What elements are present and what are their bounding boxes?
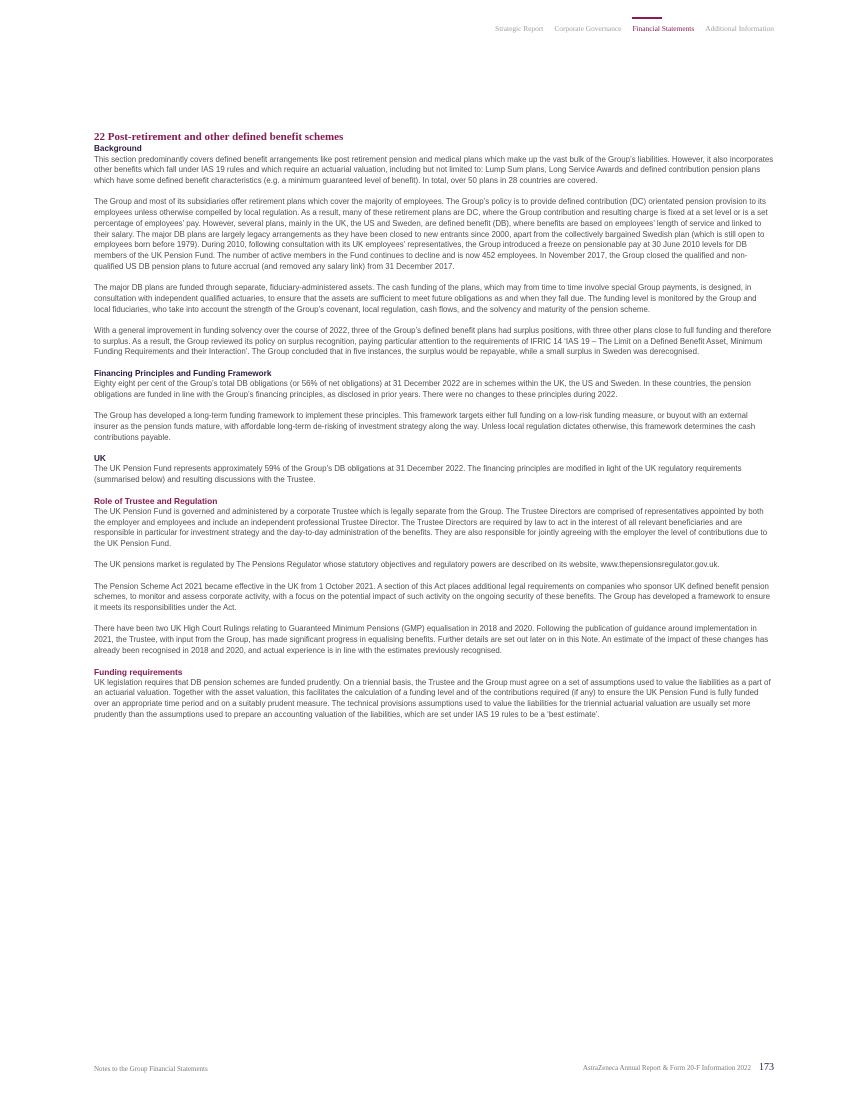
footer-right [583, 1062, 774, 1073]
trustee-paragraph: The UK pensions market is regulated by The Pensions Regulator whose statutory objectives and regulatory powers are described on its website, www.thepensionsregulator.gov.uk. [94, 560, 720, 570]
financing-paragraph: The Group has developed a long-term funding framework to implement these principles. This framework targets either full funding on a low-risk funding measure, or buyout with an external insurer as the pension funds mature, with affordable long-term de-risking of investment strategy along the way. Unless local regulation dictates otherwise, this framework determines the cash contributions payable. [94, 411, 756, 442]
background-paragraph: This section predominantly covers defined benefit arrangements like post retirement pension and medical plans which make up the vast bulk of the Group’s liabilities. However, it also incorporates other benefits which fall under IAS 19 rules and which require an actuarial valuation, including but not limited to: Lump Sum plans, Long Service Awards and defined contribution pension plans which have some defined benefit characteristics (e.g. a minimum guaranteed level of benefit). In total, over 50 plans in 28 countries are covered. [94, 154, 774, 185]
nav-strategic-report[interactable]: Strategic Report [495, 24, 544, 33]
background-paragraph: The major DB plans are funded through separate, fiduciary-administered assets. The cash funding of the plans, which may from time to time involve special Group payments, is designed, in consultation with independent qualified actuaries, to ensure that the assets are sufficient to meet future obligations as and when they fall due. The funding level is monitored by the Group and local fiduciaries, who take into account the strength of the Group’s covenant, local regulation, cash flows, and the solvency and maturity of the pension scheme. [94, 283, 757, 314]
top-navigation [495, 0, 774, 36]
section-title: 22 Post-retirement and other defined benefit schemes [94, 131, 344, 143]
trustee-paragraph: The UK Pension Fund is governed and administered by a corporate Trustee which is legally separate from the Group. The Trustee Directors are comprised of representatives appointed by both the employer and employees and include an independent professional Trustee Director. The Trustee Directors are required by law to act in the interest of all relevant beneficiaries and are responsible in particular for investment strategy and the day-to-day administration of the benefits. They are also responsible for jointly agreeing with the employer the level of contributions due to the UK Pension Fund. [94, 506, 768, 548]
nav-financial-statements[interactable]: Financial Statements [632, 0, 694, 36]
funding-heading: Funding requirements [94, 667, 183, 677]
trustee-paragraph: The Pension Scheme Act 2021 became effective in the UK from 1 October 2021. A section of this Act places additional legal requirements on companies who sponsor UK defined benefit pension schemes, to monitor and assess corporate activity, with a focus on the potential impact of such activity on the ongoing security of these benefits. The Group has developed a framework to ensure it meets its responsibilities under the Act. [94, 581, 771, 612]
main-content [94, 131, 774, 731]
footer-report-title: AstraZeneca Annual Report & Form 20-F Information 2022 [582, 1064, 751, 1072]
background-paragraph: The Group and most of its subsidiaries offer retirement plans which cover the majority of employees. The Group’s policy is to provide defined contribution (DC) orientated pension provision to its employees unless otherwise compelled by local regulation. As a result, many of these retirement plans are DC, where the Group contribution and resulting charge is fixed at a set level or is a set percentage of employees’ pay. However, several plans, mainly in the UK, the US and Sweden, are defined benefit (DB), where benefits are based on employees’ length of service and linked to their salary. The major DB plans are largely legacy arrangements as they have been closed to new entrants since 2000, apart from the collectively bargained Swedish plan (which is still open to employees born before 1979). During 2010, following consultation with its UK employees’ representatives, the Group introduced a freeze on pensionable pay at 30 June 2010 levels for DB members of the UK Pension Fund. The number of active members in the Fund continues to decline and is now 452 employees. In November 2017, the Group closed the qualified and non-qualified US DB pension plans to future accrual (and removed any salary link) from 31 December 2017. [94, 197, 768, 271]
background-paragraph: With a general improvement in funding solvency over the course of 2022, three of the Group’s defined benefit plans had surplus positions, with three other plans close to full funding and therefore to surplus. As a result, the Group reviewed its policy on surplus recognition, paying particular attention to the requirements of IFRIC 14 ‘IAS 19 – The Limit on a Defined Benefit Asset, Minimum Funding Requirements and their Interaction’. The Group concluded that in five instances, the surplus would be repayable, while a small surplus in Sweden was derecognised. [94, 325, 772, 357]
trustee-heading: Role of Trustee and Regulation [94, 496, 218, 507]
page-number: 173 [759, 1062, 774, 1073]
footer-section-label: Notes to the Group Financial Statements [94, 1065, 208, 1073]
trustee-paragraph: There have been two UK High Court Rulings relating to Guaranteed Minimum Pensions (GMP) equalisation in 2018 and 2020. Following the publication of guidance around implementation in 2021, the Trustee, with input from the Group, has made significant progress in equalising benefits. Further details are set out later on in this Note. An estimate of the impact of these changes has already been recognised in 2018 and 2020, and actual experience is in line with the estimates previously recognised. [94, 624, 769, 655]
uk-paragraph: The UK Pension Fund represents approximately 59% of the Group’s DB obligations at 31 December 2022. The financing principles are modified in light of the UK regulatory requirements (summarised below) and resulting discussions with the Trustee. [94, 464, 742, 484]
background-heading: Background [94, 144, 142, 153]
financing-paragraph: Eighty eight per cent of the Group’s total DB obligations (or 56% of net obligations) at 31 December 2022 are in schemes within the UK, the US and Sweden. In these countries, the pension obligations are funded in line with the Group’s financing principles, as disclosed in prior years. There were no changes to these principles during 2022. [94, 379, 751, 399]
uk-heading: UK [94, 453, 106, 463]
nav-additional-information[interactable]: Additional Information [705, 24, 774, 33]
funding-paragraph: UK legislation requires that DB pension schemes are funded prudently. On a triennial basis, the Trustee and the Group must agree on a set of assumptions used to value the liabilities as a part of an actuarial valuation. Together with the asset valuation, this facilitates the calculation of a funding level and of the contributions required (if any) to ensure the UK Pension Fund is fully funded over an appropriate time period and on a suitably prudent measure. The technical provisions assumptions used to value the liabilities for the triennial actuarial valuation are usually set more prudently than the assumptions used to prepare an accounting valuation of the liabilities, which are set under IAS 19 rules to be a ‘best estimate’. [94, 677, 771, 719]
nav-corporate-governance[interactable]: Corporate Governance [554, 24, 622, 33]
financing-heading: Financing Principles and Funding Framework [94, 368, 272, 378]
